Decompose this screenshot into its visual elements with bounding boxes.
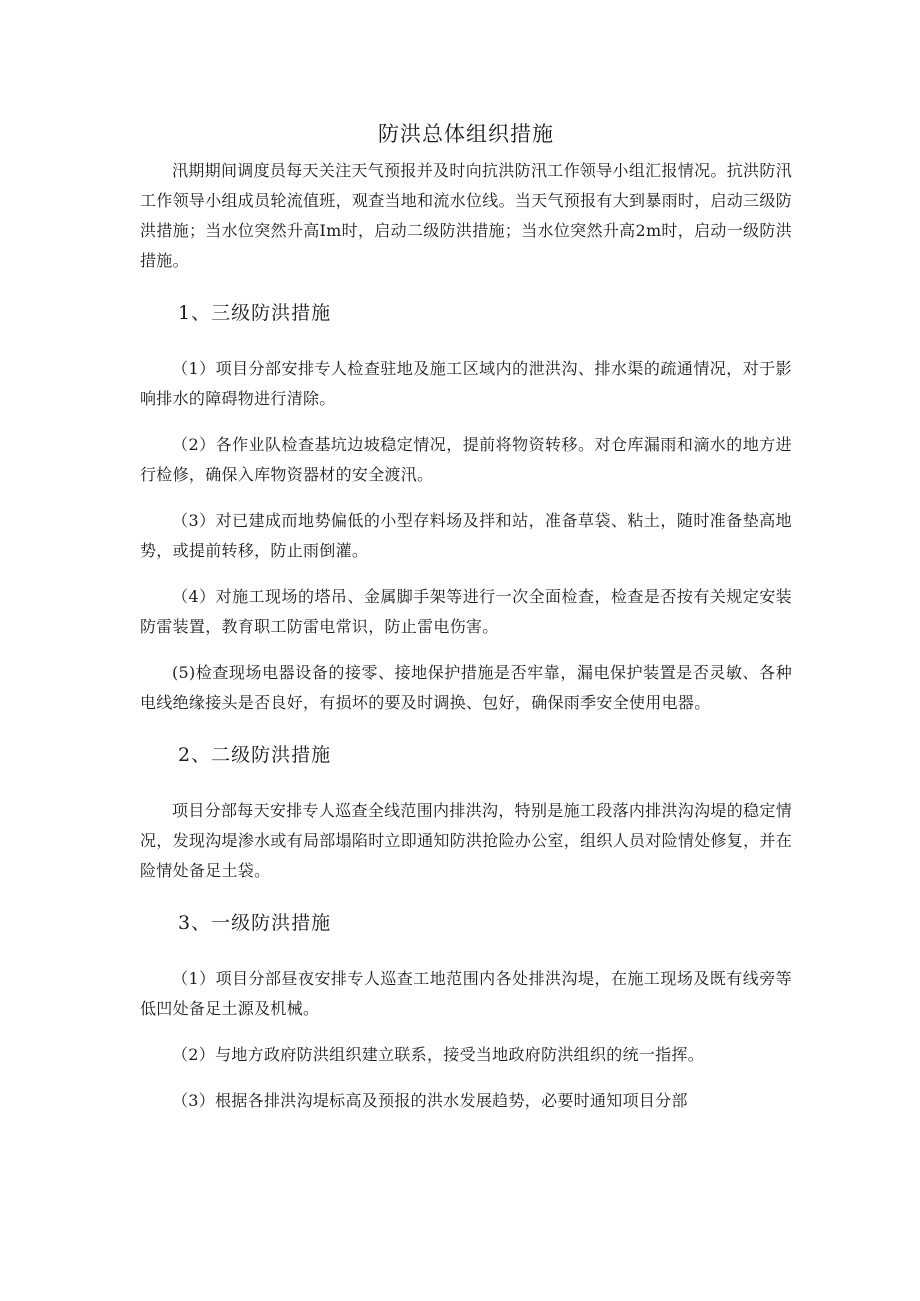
section-heading-level1: 3、一级防洪措施 bbox=[178, 912, 332, 934]
document-page bbox=[140, 118, 792, 1116]
section-heading-level3: 1、三级防洪措施 bbox=[178, 302, 332, 324]
document-title: 防洪总体组织措施 bbox=[378, 122, 554, 146]
level3-measure-3: （3）对已建成而地势偏低的小型存料场及拌和站，准备草袋、粘土，随时准备垫高地势，或提前转移，防止雨倒灌。 bbox=[140, 511, 792, 560]
level3-measure-5: (5)检查现场电器设备的接零、接地保护措施是否牢靠，漏电保护装置是否灵敏、各种电线绝缘接头是否良好，有损坏的要及时调换、包好，确保雨季安全使用电器。 bbox=[140, 663, 792, 712]
level1-measure-2: （2）与地方政府防洪组织建立联系，接受当地政府防洪组织的统一指挥。 bbox=[172, 1045, 705, 1064]
level1-measure-3: （3）根据各排洪沟堤标高及预报的洪水发展趋势，必要时通知项目分部 bbox=[172, 1091, 688, 1110]
level1-measure-1: （1）项目分部昼夜安排专人巡查工地范围内各处排洪沟堤，在施工现场及既有线旁等低凹处备足土源及机械。 bbox=[140, 969, 792, 1018]
level3-measure-2: （2）各作业队检查基坑边坡稳定情况，提前将物资转移。对仓库漏雨和滴水的地方进行检修，确保入库物资器材的安全渡汛。 bbox=[140, 435, 792, 484]
level3-measure-4: （4）对施工现场的塔吊、金属脚手架等进行一次全面检查，检查是否按有关规定安装防雷装置，教育职工防雷电常识，防止雷电伤害。 bbox=[140, 587, 792, 636]
intro-paragraph: 汛期期间调度员每天关注天气预报并及时向抗洪防汛工作领导小组汇报情况。抗洪防汛工作领导小组成员轮流值班，观查当地和流水位线。当天气预报有大到暴雨时，启动三级防洪措施；当水位突然升高Im时，启动二级防洪措施；当水位突然升高2m时，启动一级防洪措施。 bbox=[140, 161, 793, 270]
section-heading-level2: 2、二级防洪措施 bbox=[178, 744, 332, 766]
level3-measure-1: （1）项目分部安排专人检查驻地及施工区域内的泄洪沟、排水渠的疏通情况，对于影响排水的障碍物进行清除。 bbox=[140, 359, 792, 408]
level2-measure-1: 项目分部每天安排专人巡查全线范围内排洪沟，特别是施工段落内排洪沟沟堤的稳定情况，发现沟堤渗水或有局部塌陷时立即通知防洪抢险办公室，组织人员对险情处修复，并在险情处备足土袋。 bbox=[140, 801, 793, 880]
